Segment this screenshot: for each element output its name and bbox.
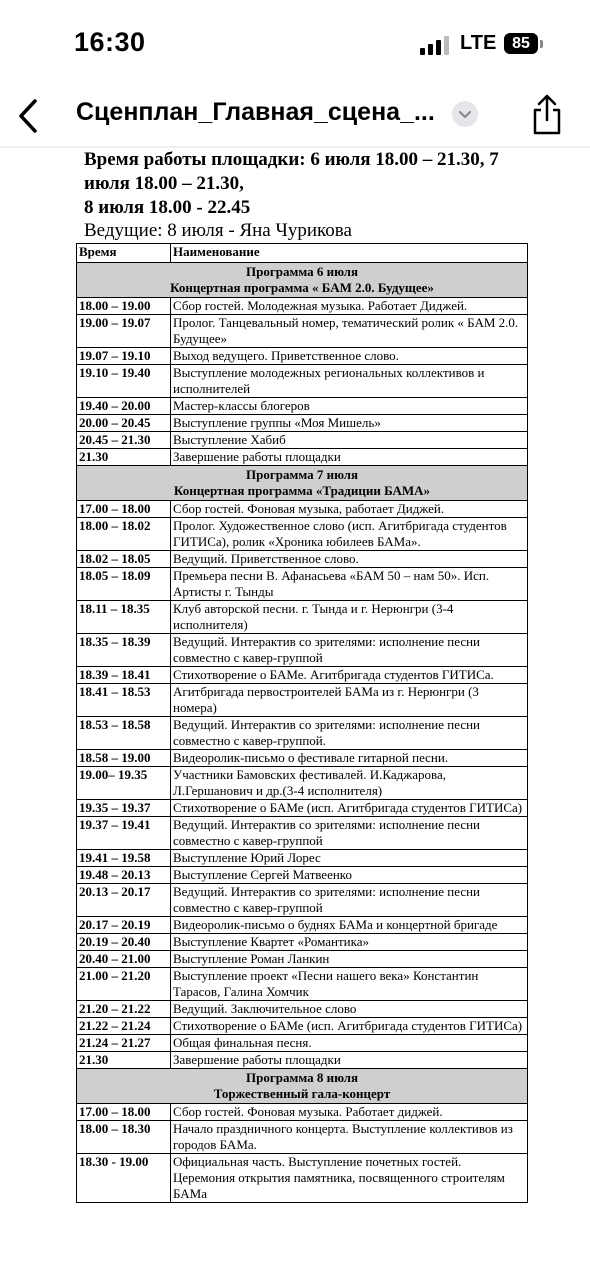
program-header-row	[77, 263, 528, 298]
table-row	[77, 501, 528, 518]
table-row	[77, 601, 528, 634]
table-row	[77, 684, 528, 717]
table-row	[77, 917, 528, 934]
row-description: Выступление проект «Песни нашего века» Константин Тарасов, Галина Хомчик	[171, 968, 528, 1001]
row-description: Пролог. Танцевальный номер, тематический ролик « БАМ 2.0. Будущее»	[171, 315, 528, 348]
table-row	[77, 951, 528, 968]
row-description: Ведущий. Интерактив со зрителями: исполнение песни совместно с кавер-группой	[171, 634, 528, 667]
program-title: Программа 8 июля	[245, 1070, 359, 1085]
row-time: 19.07 – 19.10	[77, 348, 171, 365]
document-page	[76, 148, 536, 1203]
table-row	[77, 551, 528, 568]
table-row	[77, 767, 528, 800]
row-time: 18.11 – 18.35	[77, 601, 171, 634]
table-row	[77, 667, 528, 684]
row-time: 19.00 – 19.07	[77, 315, 171, 348]
row-description: Выход ведущего. Приветственное слово.	[171, 348, 528, 365]
row-time: 17.00 – 18.00	[77, 501, 171, 518]
program-subtitle: Торжественный гала-концерт	[213, 1086, 391, 1101]
table-row	[77, 449, 528, 466]
table-row	[77, 432, 528, 449]
row-description: Ведущий. Интерактив со зрителями: исполнение песни совместно с кавер-группой	[171, 817, 528, 850]
row-time: 18.39 – 18.41	[77, 667, 171, 684]
share-icon[interactable]	[530, 92, 564, 136]
program-header	[77, 263, 528, 298]
row-description: Начало праздничного концерта. Выступление коллективов из городов БАМа.	[171, 1121, 528, 1154]
table-row	[77, 1104, 528, 1121]
row-description: Участники Бамовских фестивалей. И.Каджарова, Л.Гершанович и др.(3-4 исполнителя)	[171, 767, 528, 800]
row-description: Выступление Роман Ланкин	[171, 951, 528, 968]
table-row	[77, 415, 528, 432]
row-description: Официальная часть. Выступление почетных гостей. Церемония открытия памятника, посвященного строителям БАМа	[171, 1154, 528, 1203]
battery-tip	[540, 40, 543, 48]
program-title: Программа 6 июля	[245, 264, 359, 279]
navigation-bar	[0, 88, 590, 146]
table-header-row	[77, 244, 528, 263]
row-description: Сбор гостей. Фоновая музыка, работает Диджей.	[171, 501, 528, 518]
chevron-down-icon[interactable]	[452, 101, 478, 127]
table-row	[77, 867, 528, 884]
row-description: Клуб авторской песни. г. Тында и г. Нерюнгри (3-4 исполнителя)	[171, 601, 528, 634]
row-time: 20.45 – 21.30	[77, 432, 171, 449]
row-description: Видеоролик-письмо о буднях БАМа и концертной бригаде	[171, 917, 528, 934]
table-row	[77, 315, 528, 348]
row-description: Ведущий. Приветственное слово.	[171, 551, 528, 568]
row-description: Агитбригада первостроителей БАМа из г. Нерюнгри (3 номера)	[171, 684, 528, 717]
table-row	[77, 884, 528, 917]
row-time: 19.10 – 19.40	[77, 365, 171, 398]
program-subtitle: Концертная программа « БАМ 2.0. Будущее»	[170, 280, 434, 295]
status-bar	[0, 0, 590, 88]
row-description: Завершение работы площадки	[171, 449, 528, 466]
row-time: 21.20 – 21.22	[77, 1001, 171, 1018]
schedule-table	[76, 243, 528, 1203]
column-header-time: Время	[77, 244, 171, 263]
row-description: Выступление молодежных региональных коллективов и исполнителей	[171, 365, 528, 398]
row-description: Стихотворение о БАМе. Агитбригада студентов ГИТИСа.	[171, 667, 528, 684]
table-row	[77, 365, 528, 398]
row-time: 21.30	[77, 1052, 171, 1069]
table-row	[77, 717, 528, 750]
row-time: 21.00 – 21.20	[77, 968, 171, 1001]
row-description: Пролог. Художественное слово (исп. Агитбригада студентов ГИТИСа), ролик «Хроника юбилеев БАМа».	[171, 518, 528, 551]
row-description: Общая финальная песня.	[171, 1035, 528, 1052]
table-row	[77, 1154, 528, 1203]
row-description: Выступление Хабиб	[171, 432, 528, 449]
row-time: 18.02 – 18.05	[77, 551, 171, 568]
table-row	[77, 934, 528, 951]
table-row	[77, 634, 528, 667]
hours-line-1: Время работы площадки: 6 июля 18.00 – 21.30, 7	[84, 149, 499, 170]
row-time: 21.30	[77, 449, 171, 466]
program-header	[77, 1069, 528, 1104]
program-title: Программа 7 июля	[245, 467, 359, 482]
table-row	[77, 298, 528, 315]
back-chevron-icon[interactable]	[14, 96, 44, 136]
row-description: Премьера песни В. Афанасьева «БАМ 50 – нам 50». Исп. Артисты г. Тынды	[171, 568, 528, 601]
row-time: 19.37 – 19.41	[77, 817, 171, 850]
row-time: 18.58 – 19.00	[77, 750, 171, 767]
table-row	[77, 348, 528, 365]
cellular-signal-icon	[420, 35, 450, 55]
row-time: 20.40 – 21.00	[77, 951, 171, 968]
row-description: Выступление Квартет «Романтика»	[171, 934, 528, 951]
table-row	[77, 568, 528, 601]
table-row	[77, 1001, 528, 1018]
battery-icon: 85	[504, 33, 538, 54]
row-time: 20.17 – 20.19	[77, 917, 171, 934]
row-description: Выступление Юрий Лорес	[171, 850, 528, 867]
row-time: 18.00 – 18.30	[77, 1121, 171, 1154]
document-title[interactable]: Сценплан_Главная_сцена_...	[76, 98, 435, 126]
network-type: LTE	[460, 32, 497, 54]
table-row	[77, 1035, 528, 1052]
row-time: 18.35 – 18.39	[77, 634, 171, 667]
row-time: 20.13 – 20.17	[77, 884, 171, 917]
row-time: 19.35 – 19.37	[77, 800, 171, 817]
table-row	[77, 1121, 528, 1154]
row-time: 18.53 – 18.58	[77, 717, 171, 750]
table-row	[77, 850, 528, 867]
status-time: 16:30	[74, 27, 146, 57]
row-description: Мастер-классы блогеров	[171, 398, 528, 415]
row-time: 20.19 – 20.40	[77, 934, 171, 951]
row-time: 18.00 – 19.00	[77, 298, 171, 315]
row-time: 21.24 – 21.27	[77, 1035, 171, 1052]
row-time: 19.48 – 20.13	[77, 867, 171, 884]
row-time: 18.41 – 18.53	[77, 684, 171, 717]
row-description: Ведущий. Заключительное слово	[171, 1001, 528, 1018]
row-time: 19.00– 19.35	[77, 767, 171, 800]
row-description: Сбор гостей. Молодежная музыка. Работает Диджей.	[171, 298, 528, 315]
program-header-row	[77, 1069, 528, 1104]
row-description: Выступление Сергей Матвеенко	[171, 867, 528, 884]
row-description: Ведущий. Интерактив со зрителями: исполнение песни совместно с кавер-группой	[171, 884, 528, 917]
row-time: 18.00 – 18.02	[77, 518, 171, 551]
table-row	[77, 518, 528, 551]
hours-line-2: июля 18.00 – 21.30,	[84, 173, 244, 194]
row-description: Сбор гостей. Фоновая музыка. Работает диджей.	[171, 1104, 528, 1121]
table-row	[77, 750, 528, 767]
program-header	[77, 466, 528, 501]
table-row	[77, 968, 528, 1001]
table-row	[77, 817, 528, 850]
row-description: Видеоролик-письмо о фестивале гитарной песни.	[171, 750, 528, 767]
table-row	[77, 398, 528, 415]
row-time: 18.05 – 18.09	[77, 568, 171, 601]
program-header-row	[77, 466, 528, 501]
row-time: 18.30 - 19.00	[77, 1154, 171, 1203]
row-time: 19.40 – 20.00	[77, 398, 171, 415]
row-description: Ведущий. Интерактив со зрителями: исполнение песни совместно с кавер-группой.	[171, 717, 528, 750]
table-row	[77, 800, 528, 817]
row-time: 20.00 – 20.45	[77, 415, 171, 432]
column-header-name: Наименование	[171, 244, 528, 263]
hosts-line: Ведущие: 8 июля - Яна Чурикова	[84, 220, 352, 241]
row-time: 19.41 – 19.58	[77, 850, 171, 867]
table-row	[77, 1052, 528, 1069]
row-time: 17.00 – 18.00	[77, 1104, 171, 1121]
program-subtitle: Концертная программа «Традиции БАМА»	[173, 483, 431, 498]
row-time: 21.22 – 21.24	[77, 1018, 171, 1035]
row-description: Завершение работы площадки	[171, 1052, 528, 1069]
schedule-body	[77, 263, 528, 1203]
row-description: Выступление группы «Моя Мишель»	[171, 415, 528, 432]
row-description: Стихотворение о БАМе (исп. Агитбригада студентов ГИТИСа)	[171, 1018, 528, 1035]
row-description: Стихотворение о БАМе (исп. Агитбригада студентов ГИТИСа)	[171, 800, 528, 817]
table-row	[77, 1018, 528, 1035]
hours-line-3: 8 июля 18.00 - 22.45	[84, 197, 251, 218]
